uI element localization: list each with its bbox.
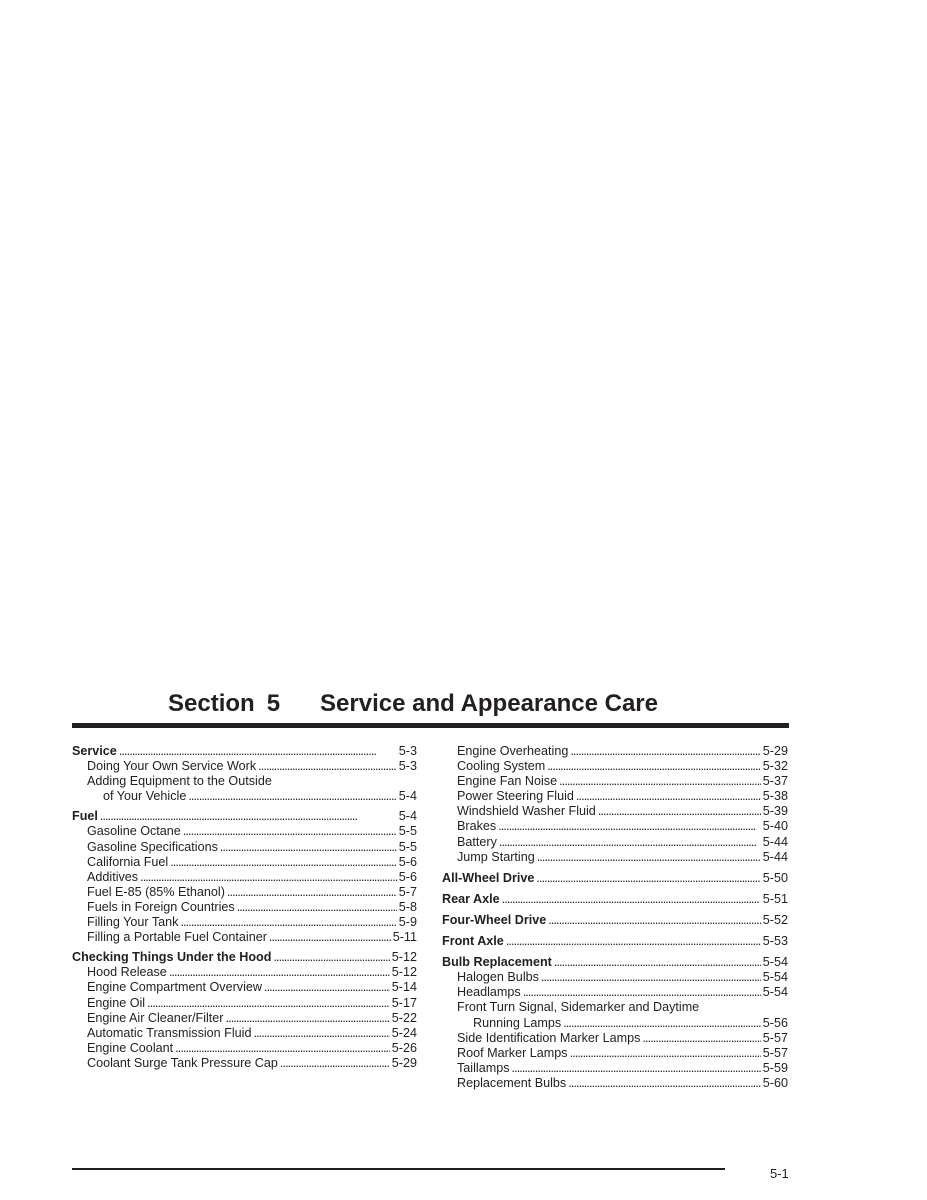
toc-section-link[interactable] — [442, 955, 788, 970]
toc-entry-title: Windshield Washer Fluid — [457, 804, 596, 819]
section-title: Service and Appearance Care — [320, 690, 658, 717]
toc-entry-page: 5-4 — [398, 789, 417, 804]
toc-entry[interactable] — [72, 1011, 417, 1026]
dot-leader — [227, 885, 397, 900]
dot-leader — [541, 970, 761, 985]
toc-entry-page: 5-44 — [762, 849, 788, 864]
toc-entry-page: 5-8 — [398, 899, 417, 914]
toc-entry-page: 5-32 — [762, 759, 788, 774]
dot-leader — [226, 1011, 390, 1026]
dot-leader — [547, 759, 761, 774]
dot-leader — [253, 1026, 389, 1041]
toc-entry-title: Filling a Portable Fuel Container — [87, 930, 267, 945]
toc-entry-page: 5-29 — [762, 744, 788, 758]
toc-entry[interactable] — [442, 970, 788, 985]
dot-leader — [568, 1076, 761, 1091]
toc-entry-title: Power Steering Fluid — [457, 789, 574, 804]
toc-section-link[interactable] — [442, 871, 788, 886]
toc-section-link[interactable] — [72, 744, 417, 759]
toc-entry-title: Bulb Replacement — [442, 955, 552, 970]
toc-entry[interactable] — [442, 1061, 788, 1076]
toc-entry-page: 5-3 — [398, 744, 417, 758]
dot-leader — [502, 892, 761, 907]
toc-entry-title: Doing Your Own Service Work — [87, 759, 257, 774]
toc-entry-title: Replacement Bulbs — [457, 1075, 567, 1090]
section-heading — [168, 690, 658, 718]
dot-leader — [536, 871, 760, 886]
toc-entry-page: 5-52 — [762, 912, 788, 927]
toc-entry-title: All-Wheel Drive — [442, 870, 535, 885]
dot-leader — [273, 950, 389, 965]
toc-entry-title: Roof Marker Lamps — [457, 1045, 568, 1060]
dot-leader — [175, 1041, 390, 1056]
toc-entry-title: Engine Coolant — [87, 1040, 174, 1055]
toc-entry-page: 5-57 — [762, 1030, 788, 1045]
toc-entry-title: Checking Things Under the Hood — [72, 950, 272, 965]
toc-entry-title: Battery — [457, 834, 497, 849]
toc-section-link[interactable] — [442, 913, 788, 928]
toc-entry[interactable] — [442, 759, 788, 774]
dot-leader — [264, 980, 390, 995]
toc-entry-page: 5-38 — [762, 789, 788, 804]
toc-entry-page: 5-54 — [762, 985, 788, 1000]
dot-leader — [537, 850, 761, 865]
dot-leader — [237, 900, 397, 915]
dot-leader — [642, 1031, 760, 1046]
toc-entry-page: 5-29 — [391, 1055, 417, 1070]
toc-entry[interactable] — [442, 804, 788, 819]
section-number: 5 — [266, 690, 281, 717]
toc-entry-page: 5-37 — [762, 774, 788, 789]
dot-leader — [258, 759, 397, 774]
toc-entry-page: 5-54 — [762, 970, 788, 985]
toc-entry-page: 5-54 — [762, 955, 788, 970]
toc-entry[interactable] — [72, 930, 417, 945]
dot-leader — [523, 985, 761, 1000]
toc-entry[interactable] — [72, 824, 417, 839]
toc-entry[interactable] — [442, 1016, 788, 1031]
dot-leader — [170, 855, 397, 870]
toc-entry-page: 5-59 — [762, 1060, 788, 1075]
toc-entry-title: Engine Air Cleaner/Filter — [87, 1010, 224, 1025]
toc-entry-page: 5-5 — [398, 839, 417, 854]
toc-entry-page: 5-51 — [762, 891, 788, 906]
dot-leader — [559, 774, 761, 789]
toc-entry-page: 5-12 — [391, 965, 417, 980]
heading-rule — [72, 723, 789, 728]
toc-entry-title: Gasoline Specifications — [87, 839, 218, 854]
toc-entry[interactable] — [72, 915, 417, 930]
toc-entry-title: Service — [72, 744, 117, 758]
toc-entry-continued-title: Front Turn Signal, Sidemarker and Daytime — [457, 1000, 700, 1015]
toc-entry-title: Halogen Bulbs — [457, 970, 539, 985]
toc-entry[interactable] — [72, 789, 417, 804]
toc-entry-title: Four-Wheel Drive — [442, 912, 547, 927]
dot-leader — [169, 965, 390, 980]
toc-entry[interactable] — [442, 744, 788, 759]
toc-entry[interactable] — [72, 965, 417, 980]
dot-leader — [183, 824, 397, 839]
toc-entry-page: 5-7 — [398, 884, 417, 899]
toc-entry-page: 5-40 — [762, 819, 788, 834]
dot-leader — [147, 996, 390, 1011]
toc-entry[interactable] — [442, 774, 788, 789]
dot-leader — [598, 804, 761, 819]
toc-section-link[interactable] — [72, 950, 417, 965]
toc-section-link[interactable] — [442, 934, 788, 949]
toc-entry-title: Engine Oil — [87, 995, 146, 1010]
toc-entry-continued-title: Adding Equipment to the Outside — [87, 774, 272, 789]
toc-entry[interactable] — [72, 1056, 417, 1071]
toc-entry-title: Fuel E-85 (85% Ethanol) — [87, 884, 225, 899]
dot-leader — [100, 809, 397, 824]
toc-entry-title: Jump Starting — [457, 849, 535, 864]
toc-entry[interactable] — [442, 1076, 788, 1091]
toc-entry-page: 5-9 — [398, 915, 417, 930]
toc-entry-title: Hood Release — [87, 965, 167, 980]
toc-entry-title: Taillamps — [457, 1060, 510, 1075]
toc-entry-title: Gasoline Octane — [87, 824, 181, 839]
dot-leader — [570, 744, 760, 759]
toc-entry-title: Engine Compartment Overview — [87, 980, 262, 995]
toc-entry-title: Fuels in Foreign Countries — [87, 899, 235, 914]
dot-leader — [576, 789, 761, 804]
toc-entry[interactable] — [442, 789, 788, 804]
toc-entry-page: 5-56 — [762, 1015, 788, 1030]
toc-entry[interactable] — [72, 1026, 417, 1041]
dot-leader — [220, 840, 397, 855]
toc-entry-page: 5-53 — [762, 934, 788, 949]
dot-leader — [269, 930, 391, 945]
toc-entry-title: Running Lamps — [473, 1015, 562, 1030]
toc-entry-page: 5-4 — [398, 809, 417, 824]
toc-entry[interactable] — [442, 835, 788, 850]
toc-entry[interactable] — [442, 1046, 788, 1061]
toc-entry-title: Front Axle — [442, 934, 504, 949]
dot-leader — [506, 934, 761, 949]
toc-entry-page: 5-14 — [391, 980, 417, 995]
dot-leader — [512, 1061, 761, 1076]
toc-entry[interactable] — [442, 985, 788, 1000]
toc-entry-title: Filling Your Tank — [87, 915, 179, 930]
toc-entry[interactable] — [72, 855, 417, 870]
toc-entry[interactable] — [72, 900, 417, 915]
toc-entry-title: Additives — [87, 869, 139, 884]
toc-entry-title: Engine Fan Noise — [457, 774, 558, 789]
toc-entry[interactable] — [72, 885, 417, 900]
section-word: Section — [168, 690, 255, 717]
toc-entry-page: 5-44 — [762, 834, 788, 849]
toc-entry[interactable] — [72, 759, 417, 774]
toc-entry-title: Headlamps — [457, 985, 521, 1000]
toc-section-link[interactable] — [442, 892, 788, 907]
toc-entry-page: 5-6 — [398, 854, 417, 869]
toc-entry[interactable] — [72, 996, 417, 1011]
toc-entry-title: Brakes — [457, 819, 497, 834]
dot-leader — [280, 1056, 390, 1071]
dot-leader — [498, 819, 761, 834]
toc-entry[interactable] — [72, 1041, 417, 1056]
toc-right-column — [442, 744, 788, 1091]
dot-leader — [554, 955, 761, 970]
toc-entry-page: 5-24 — [391, 1025, 417, 1040]
toc-entry-page: 5-50 — [762, 870, 788, 885]
toc-entry-page: 5-17 — [391, 995, 417, 1010]
dot-leader — [563, 1016, 761, 1031]
toc-section-link[interactable] — [72, 809, 417, 824]
toc-entry-page: 5-6 — [398, 869, 417, 884]
dot-leader — [180, 915, 396, 930]
toc-left-column — [72, 744, 417, 1071]
toc-entry-title: Rear Axle — [442, 891, 500, 906]
dot-leader — [188, 789, 396, 804]
toc-entry-page: 5-5 — [398, 824, 417, 839]
footer-rule — [72, 1168, 725, 1170]
toc-entry-page: 5-39 — [762, 804, 788, 819]
toc-entry-title: Automatic Transmission Fluid — [87, 1025, 252, 1040]
toc-entry-page: 5-57 — [762, 1045, 788, 1060]
toc-entry-title: Side Identification Marker Lamps — [457, 1030, 641, 1045]
toc-entry-title: Cooling System — [457, 759, 546, 774]
toc-entry[interactable] — [72, 870, 417, 885]
toc-entry-title: Coolant Surge Tank Pressure Cap — [87, 1055, 278, 1070]
toc-entry-page: 5-22 — [391, 1010, 417, 1025]
dot-leader — [570, 1046, 761, 1061]
toc-entry[interactable] — [442, 1031, 788, 1046]
toc-entry-page: 5-26 — [391, 1040, 417, 1055]
toc-entry-title: Fuel — [72, 809, 98, 824]
toc-entry[interactable] — [442, 850, 788, 865]
toc-entry[interactable] — [442, 819, 788, 834]
dot-leader — [119, 744, 397, 759]
page-number: 5-1 — [770, 1166, 789, 1181]
dot-leader — [499, 835, 761, 850]
toc-entry-page: 5-12 — [391, 950, 417, 965]
toc-entry-page: 5-60 — [762, 1075, 788, 1090]
toc-entry-title: of Your Vehicle — [103, 789, 187, 804]
dot-leader — [548, 913, 761, 928]
toc-entry[interactable] — [72, 840, 417, 855]
toc-entry[interactable] — [72, 980, 417, 995]
toc-entry-page: 5-11 — [392, 930, 417, 945]
toc-entry-title: Engine Overheating — [457, 744, 569, 758]
toc-entry-page: 5-3 — [398, 759, 417, 774]
toc-entry-title: California Fuel — [87, 854, 169, 869]
dot-leader — [140, 870, 397, 885]
